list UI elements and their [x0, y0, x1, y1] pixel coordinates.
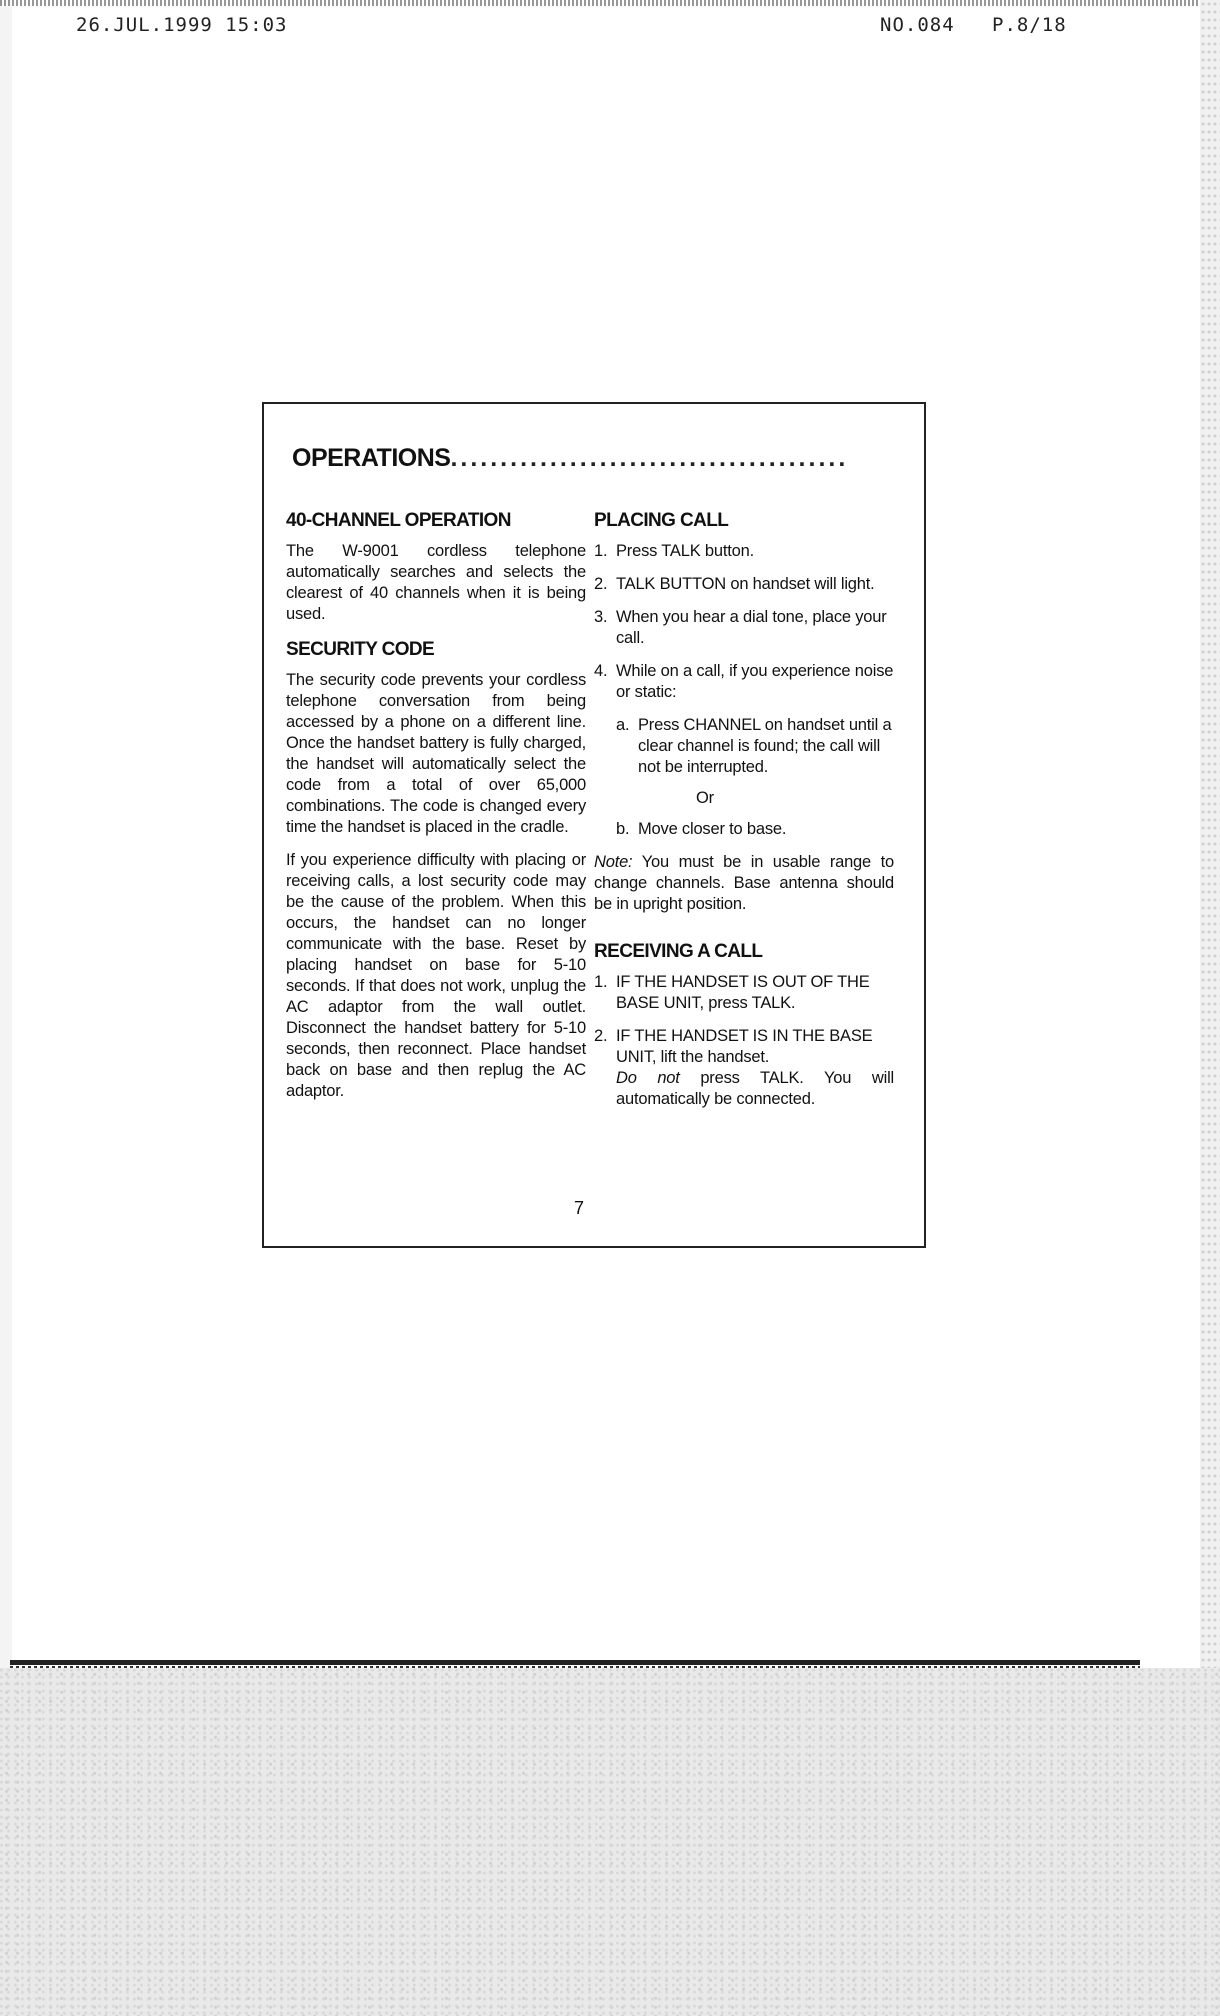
- list-item: [594, 607, 894, 649]
- scan-background-noise: [0, 1668, 1220, 2016]
- step-text: When you hear a dial tone, place your call.: [616, 608, 887, 647]
- receiving-extra-paragraph: [616, 1068, 894, 1110]
- or-text: Or: [696, 789, 714, 807]
- receiving-call-steps: [594, 972, 894, 1068]
- heading-40-channel: 40-CHANNEL OPERATION: [286, 510, 511, 531]
- fax-top-band: [0, 0, 1220, 6]
- paragraph-40-channel: The W-9001 cordless telephone automatically searches and selects the clearest of 40 channels when it is being used.: [286, 542, 586, 623]
- list-item: [594, 661, 894, 703]
- paragraph-security-code: The security code prevents your cordless telephone conversation from being accessed by a phone on a different line. Once the handset battery is fully charged, the handset will automatically select the code from a total of over 65,000 combinations. The code is changed every time the handset is placed in the cradle.: [286, 671, 586, 836]
- heading-placing-call: PLACING CALL: [594, 510, 729, 531]
- sub-step-letter: b.: [616, 820, 630, 838]
- fax-page-count: P.8/18: [992, 14, 1067, 36]
- right-column: [594, 510, 894, 1118]
- left-column: [286, 510, 586, 1110]
- section-title: [292, 444, 892, 473]
- sub-step-text: Move closer to base.: [638, 820, 787, 838]
- section-title-text: OPERATIONS: [292, 444, 451, 472]
- noise-sub-steps: [616, 715, 894, 840]
- fax-date-time: 26.JUL.1999 15:03: [76, 14, 288, 36]
- heading-security-code: SECURITY CODE: [286, 639, 435, 660]
- step-text: While on a call, if you experience noise or static:: [616, 662, 894, 701]
- step-number: 1.: [594, 973, 608, 991]
- step-number: 2.: [594, 575, 608, 593]
- list-item: [594, 574, 894, 595]
- list-item: [616, 715, 894, 778]
- step-text: IF THE HANDSET IS OUT OF THE BASE UNIT, press TALK.: [616, 973, 870, 1012]
- paragraph-troubleshooting: If you experience difficulty with placing or receiving calls, a lost security code may be the cause of the problem. When this occurs, the handset can no longer communicate with the base. Reset by placing handset on base for 5-10 seconds. If that does not work, unplug the AC adaptor from the wall outlet. Disconnect the handset battery for 5-10 seconds, then reconnect. Place handset back on base and then replug the AC adaptor.: [286, 851, 586, 1100]
- receiving-extra-text: press TALK. You will automatically be connected.: [616, 1069, 894, 1108]
- heading-receiving-call: RECEIVING A CALL: [594, 941, 763, 962]
- fax-number: NO.084: [880, 14, 955, 36]
- fax-bottom-rule: [10, 1660, 1140, 1665]
- sub-step-text: Press CHANNEL on handset until a clear channel is found; the call will not be interrupted.: [638, 716, 892, 776]
- placing-call-steps: [594, 541, 894, 703]
- step-text: IF THE HANDSET IS IN THE BASE UNIT, lift the handset.: [616, 1027, 873, 1066]
- list-item: [594, 1026, 894, 1068]
- list-item: [594, 541, 894, 562]
- scan-right-margin: [1200, 0, 1220, 1668]
- note-paragraph: [594, 852, 894, 915]
- step-number: 1.: [594, 542, 608, 560]
- note-label: Note:: [594, 853, 633, 871]
- note-text: You must be in usable range to change channels. Base antenna should be in upright position.: [594, 853, 894, 913]
- step-number: 2.: [594, 1027, 608, 1045]
- title-leader-dots: ........................................: [450, 444, 849, 472]
- step-text: TALK BUTTON on handset will light.: [616, 575, 875, 593]
- step-text: Press TALK button.: [616, 542, 754, 560]
- list-item: [594, 972, 894, 1014]
- sub-step-letter: a.: [616, 716, 630, 734]
- or-separator: [616, 788, 894, 809]
- do-not-emphasis: Do not: [616, 1069, 680, 1087]
- page-number: 7: [574, 1198, 585, 1218]
- scan-left-edge: [0, 0, 12, 1668]
- step-number: 3.: [594, 608, 608, 626]
- list-item: [616, 819, 894, 840]
- step-number: 4.: [594, 662, 608, 680]
